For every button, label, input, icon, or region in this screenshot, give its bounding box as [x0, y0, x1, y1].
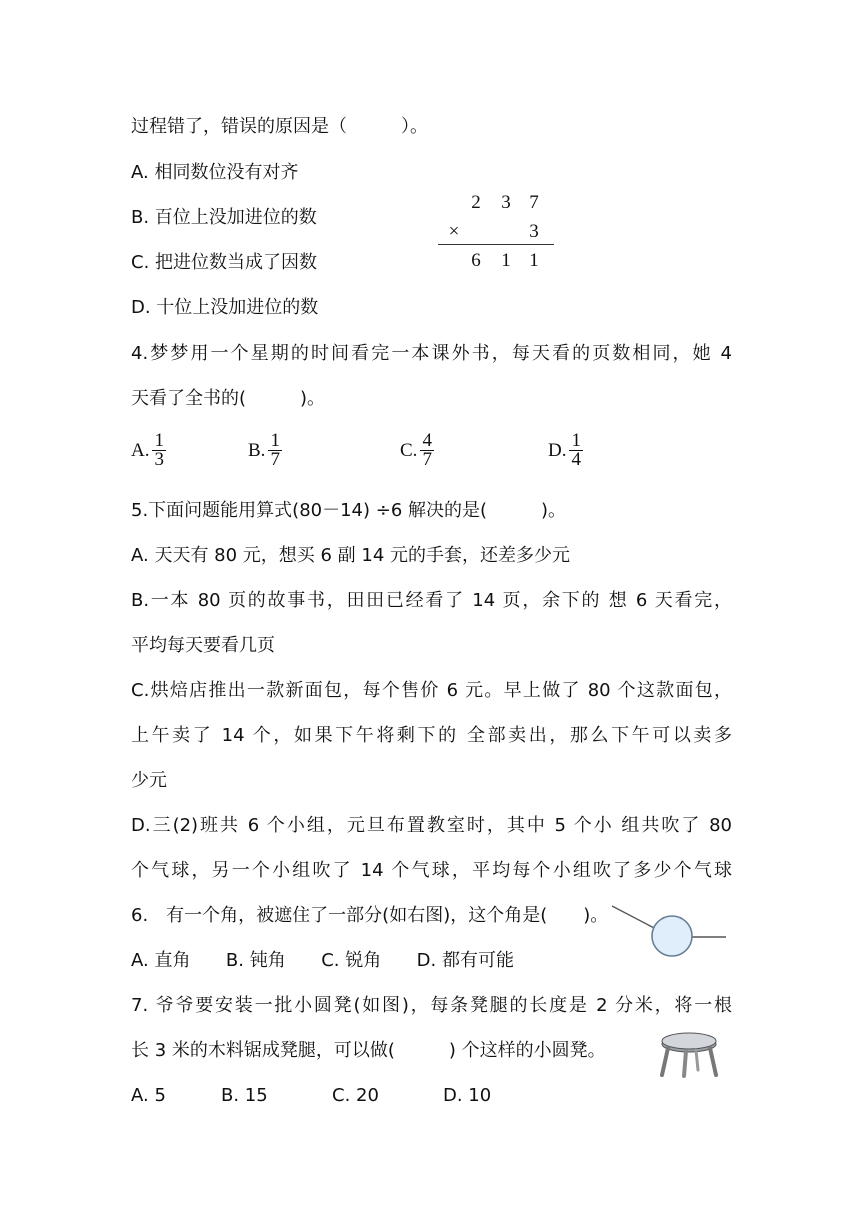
stool-leg — [684, 1051, 686, 1076]
result-digit: 1 — [529, 250, 539, 271]
result-digit: 1 — [501, 250, 511, 271]
bottom-digit: 3 — [529, 221, 539, 242]
option-label: D. — [548, 439, 567, 461]
q7-option-c: C. 20 — [332, 1085, 379, 1106]
q3-option-a: A. 相同数位没有对齐 — [131, 162, 299, 183]
top-digit: 7 — [529, 192, 539, 213]
q5-option-c-line1: C.烘焙店推出一款新面包，每个售价 6 元。早上做了 80 个这款面包， — [131, 680, 732, 701]
stool-leg — [696, 1050, 698, 1070]
times-sign: × — [448, 221, 460, 242]
q6-option-d: D. 都有可能 — [416, 950, 514, 971]
vertical-multiplication — [438, 190, 556, 274]
q7-stem-line1: 7. 爷爷要安装一批小圆凳(如图)，每条凳腿的长度是 2 分米，将一根 — [131, 995, 732, 1016]
q7-option-a: A. 5 — [131, 1085, 166, 1106]
q3-option-b: B. 百位上没加进位的数 — [131, 207, 317, 228]
q5-option-b-line2: 平均每天要看几页 — [131, 635, 275, 656]
q4-stem-line1: 4.梦梦用一个星期的时间看完一本课外书，每天看的页数相同，她 4 — [131, 343, 732, 364]
top-digit: 3 — [501, 192, 511, 213]
q3-stem: 过程错了，错误的原因是（ ）。 — [131, 116, 428, 137]
q4-option-d — [548, 432, 583, 469]
q5-option-d-line2: 个气球，另一个小组吹了 14 个气球，平均每个小组吹了多少个气球 — [131, 860, 732, 881]
q5-option-d-line1: D.三(2)班共 6 个小组，元旦布置教室时，其中 5 个小 组共吹了 80 — [131, 815, 732, 836]
q5-stem: 5.下面问题能用算式(80－14) ÷6 解决的是( )。 — [131, 500, 567, 521]
q3-option-d: D. 十位上没加进位的数 — [131, 297, 319, 318]
fraction: $\frac{1}{3}$ — [154, 430, 164, 470]
q5-option-c-line2: 上午卖了 14 个，如果下午将剩下的 全部卖出，那么下午可以卖多 — [131, 725, 732, 746]
q4-stem-line2: 天看了全书的( )。 — [131, 388, 326, 409]
q6-option-c: C. 锐角 — [321, 950, 382, 971]
option-label: A. — [131, 439, 150, 461]
q7-option-d: D. 10 — [443, 1085, 492, 1106]
q4-option-b — [248, 432, 282, 469]
q5-option-a: A. 天天有 80 元，想买 6 副 14 元的手套，还差多少元 — [131, 545, 571, 566]
stool-figure — [656, 1030, 722, 1080]
option-label: C. — [400, 439, 418, 461]
q5-option-c-line3: 少元 — [131, 770, 167, 791]
multiplication-rule — [438, 244, 554, 245]
top-digit: 2 — [471, 192, 481, 213]
fraction: $\frac{4}{7}$ — [422, 430, 432, 470]
q4-option-c — [400, 432, 434, 469]
q5-option-b-line1: B.一本 80 页的故事书，田田已经看了 14 页，余下的 想 6 天看完， — [131, 590, 732, 611]
q7-option-b: B. 15 — [221, 1085, 268, 1106]
q7-stem-line2: 长 3 米的木料锯成凳腿，可以做( ) 个这样的小圆凳。 — [131, 1040, 606, 1061]
q6-options — [131, 948, 732, 974]
angle-ray-left — [612, 906, 658, 930]
q6-option-b: B. 钝角 — [225, 950, 286, 971]
stool-seat-top — [662, 1033, 716, 1049]
stool-leg — [710, 1048, 716, 1075]
q6-option-a: A. 直角 — [131, 950, 191, 971]
stool-leg — [662, 1048, 668, 1075]
q3-option-c: C. 把进位数当成了因数 — [131, 252, 318, 273]
fraction: $\frac{1}{4}$ — [571, 430, 581, 470]
result-digit: 6 — [471, 250, 481, 271]
option-label: B. — [248, 439, 266, 461]
fraction: $\frac{1}{7}$ — [270, 430, 280, 470]
q4-option-a — [131, 432, 166, 469]
q6-stem: 6. 有一个角，被遮住了一部分(如右图)，这个角是( )。 — [131, 905, 609, 926]
